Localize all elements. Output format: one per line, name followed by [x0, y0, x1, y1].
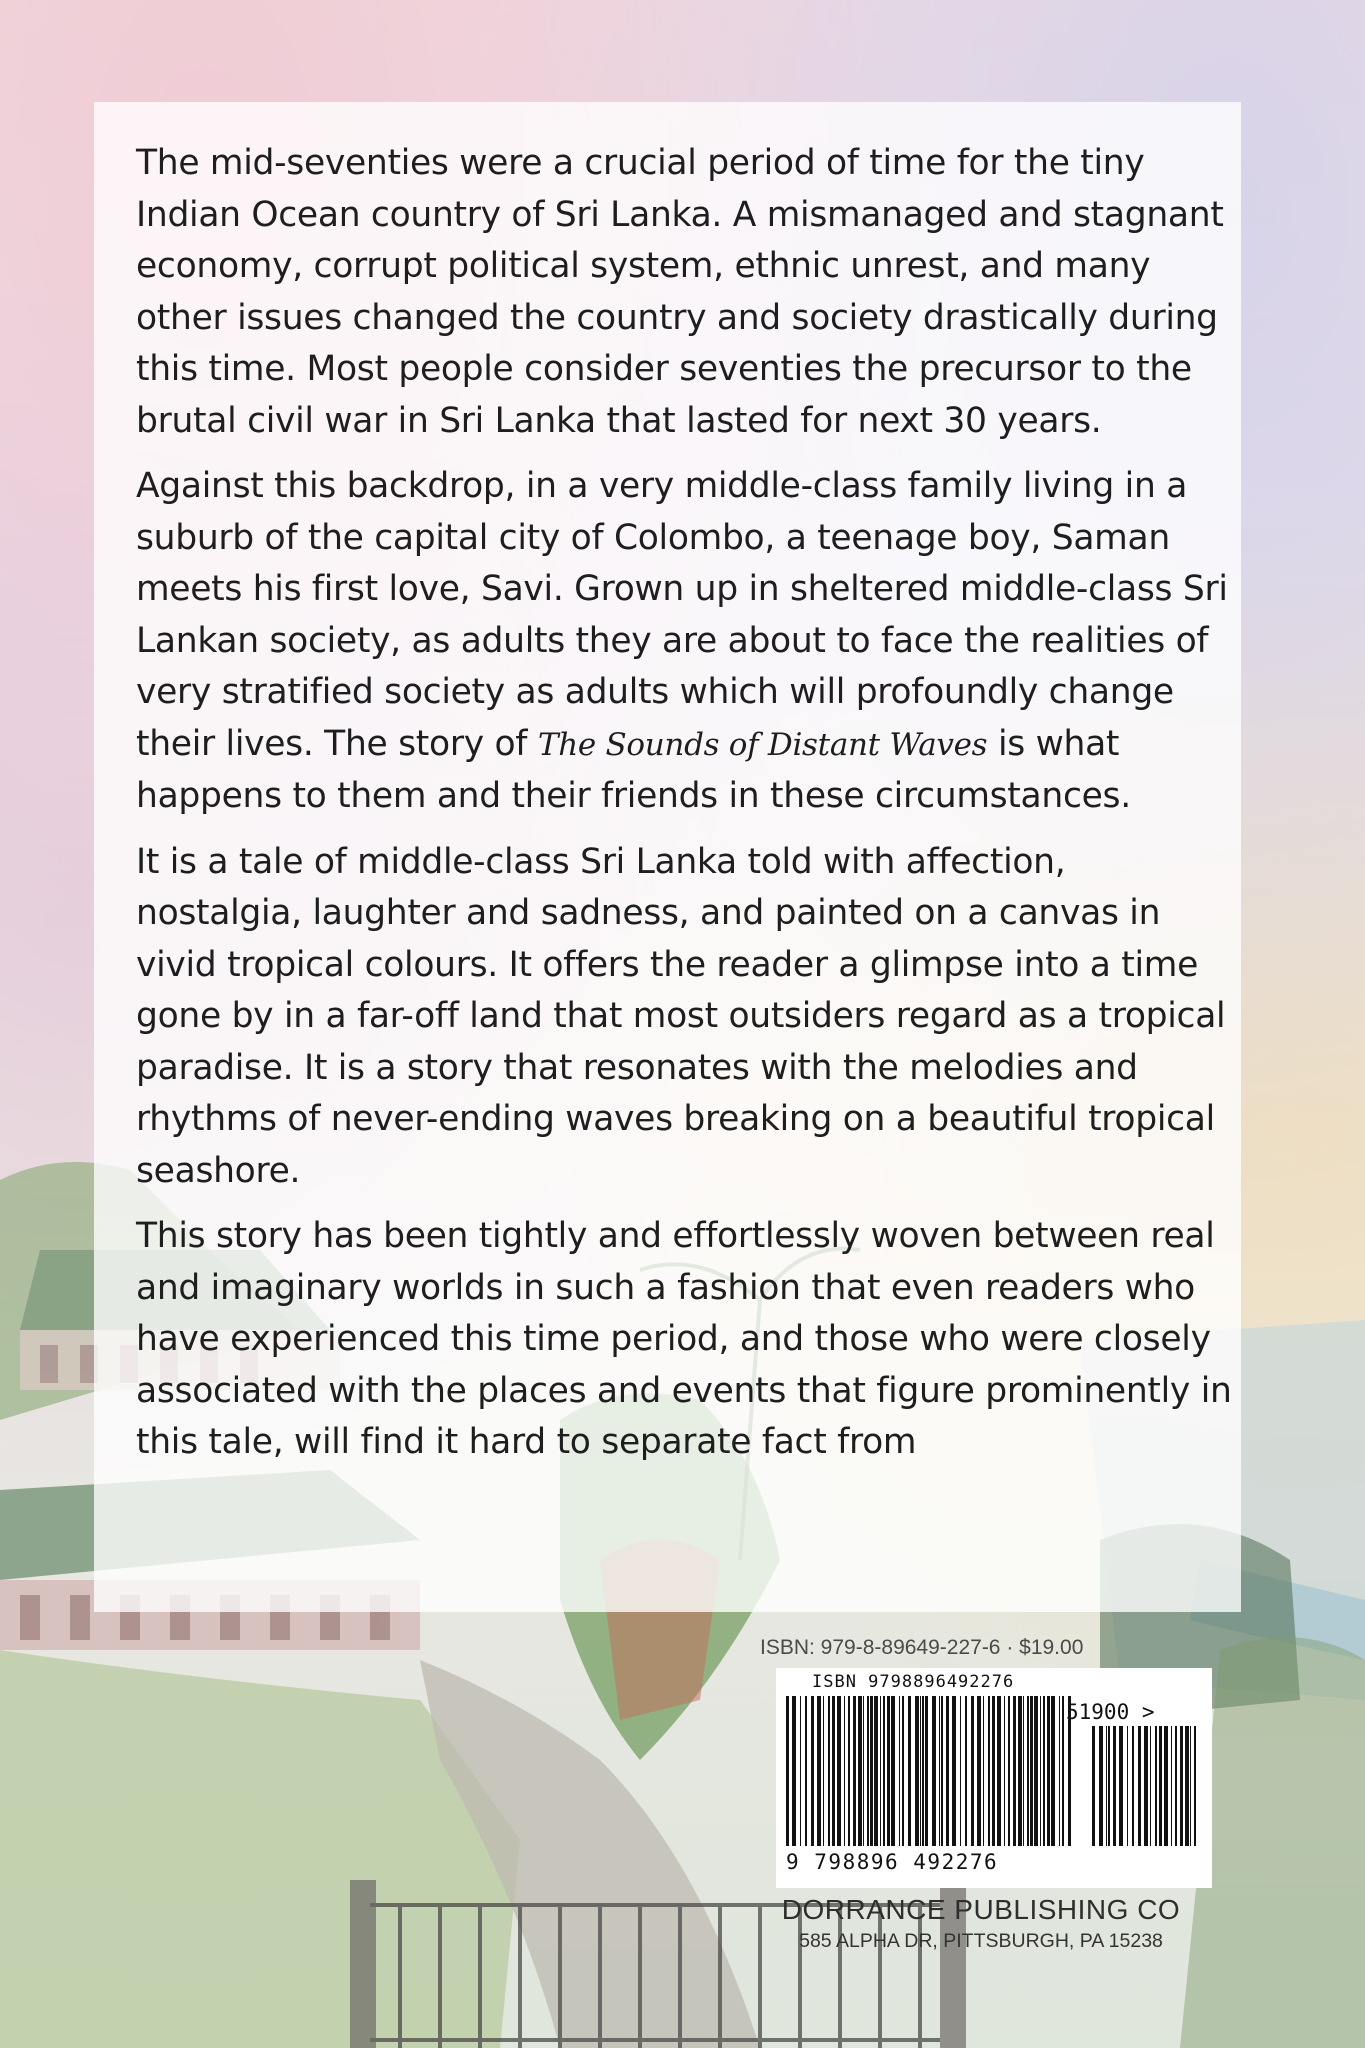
barcode-bar — [1150, 1726, 1151, 1846]
barcode-bar — [1175, 1726, 1177, 1846]
barcode-bar — [837, 1696, 841, 1846]
barcode-bar — [811, 1696, 814, 1846]
barcode-isbn-text: ISBN 9798896492276 — [812, 1672, 1015, 1692]
barcode-bar — [965, 1696, 967, 1846]
publisher-name: DORRANCE PUBLISHING CO — [781, 1894, 1181, 1925]
barcode-bar — [977, 1696, 981, 1846]
barcode-price-code: 51900 > — [1066, 1700, 1155, 1724]
blurb-paragraph-2 — [136, 461, 1236, 823]
barcode-bar — [1113, 1726, 1116, 1846]
barcode-bar — [1023, 1696, 1024, 1846]
barcode-bar — [1119, 1726, 1123, 1846]
barcode-bar — [997, 1696, 1001, 1846]
barcode-bar — [805, 1696, 807, 1846]
barcode-bar — [971, 1696, 974, 1846]
blurb-paragraph-2-lead: Against this backdrop, in a very middle-class family living in a suburb of the capital city of Colombo, a teenage boy, Saman meets his first love, Savi. Grown up in sheltered middle-class Sri Lankan society, as adults they are about to face the realities of very stratified society as adults which will profoundly change their lives. The story of — [136, 466, 1228, 764]
barcode-bar — [891, 1696, 895, 1846]
barcode-bar — [1159, 1726, 1162, 1846]
barcode-bar — [1062, 1696, 1064, 1846]
barcode-bar — [1099, 1726, 1103, 1846]
barcode-bar — [828, 1696, 830, 1846]
barcode-bar — [1108, 1726, 1110, 1846]
barcode-bar — [858, 1696, 862, 1846]
barcode-bar — [1051, 1696, 1055, 1846]
barcode-bar — [922, 1696, 924, 1846]
barcode-bar — [1127, 1726, 1128, 1846]
barcode-bar — [915, 1696, 919, 1846]
barcode-bar — [941, 1696, 943, 1846]
barcode-bar — [883, 1696, 885, 1846]
barcode-bar — [792, 1696, 796, 1846]
barcode-bar — [880, 1696, 881, 1846]
blurb-paragraph-2-tail: is what happens to them and their friends in these circumstances. — [136, 723, 1131, 816]
barcode-bar — [952, 1696, 956, 1846]
barcode-bar — [1106, 1726, 1107, 1846]
barcode-bar — [932, 1696, 936, 1846]
barcode-bar — [1043, 1696, 1045, 1846]
barcode-bar — [867, 1696, 869, 1846]
barcode-bar — [960, 1696, 961, 1846]
barcode-bar — [870, 1696, 873, 1846]
barcode-bar — [920, 1696, 921, 1846]
barcode-bar — [887, 1696, 890, 1846]
barcode-bar — [863, 1696, 864, 1846]
blurb-paragraph-4: This story has been tightly and effortlessly woven between real and imaginary worlds in such a fashion that even readers who have experienced this time period, and those who were closely associated with the places and events that figure prominently in this tale, will find it hard to separate fact from — [136, 1216, 1232, 1462]
barcode-bar — [1040, 1696, 1041, 1846]
blurb-paragraph-3: It is a tale of middle-class Sri Lanka told with affection, nostalgia, laughter and sadness, and painted on a canvas in vivid tropical colours. It offers the reader a glimpse into a time gone by in a far-off land that most outsiders regard as a tropical paradise. It is a story that resonates with the melodies and rhythms of never-ending waves breaking on a beautiful tropical seashore. — [136, 841, 1226, 1191]
barcode-bar — [1030, 1696, 1033, 1846]
barcode-bar — [946, 1696, 949, 1846]
barcode-bar — [1180, 1726, 1183, 1846]
barcode-bar — [899, 1696, 900, 1846]
barcode-bar — [939, 1696, 940, 1846]
isbn-price-line: ISBN: 979-8-89649-227-6 · $19.00 — [760, 1636, 1084, 1659]
barcode-bar — [1013, 1696, 1016, 1846]
barcode-bar — [1132, 1726, 1134, 1846]
barcode-bar — [1027, 1696, 1029, 1846]
publisher-address: 585 ALPHA DR, PITTSBURGH, PA 15238 — [799, 1930, 1163, 1952]
barcode-bar — [1092, 1726, 1095, 1846]
barcode-bar — [1155, 1726, 1157, 1846]
barcode-bar — [800, 1696, 801, 1846]
barcode-bar — [1185, 1726, 1189, 1846]
barcode-bar — [1004, 1696, 1005, 1846]
back-cover-blurb — [136, 138, 1236, 1483]
barcode-bar — [1144, 1726, 1148, 1846]
barcode-bar — [832, 1696, 835, 1846]
book-title: The Sounds of Distant Waves — [537, 726, 988, 763]
barcode-bar — [1194, 1726, 1196, 1846]
barcode-bar — [1008, 1696, 1010, 1846]
barcode-bar — [1190, 1726, 1191, 1846]
barcode-bar — [853, 1696, 856, 1846]
barcode-bar — [848, 1696, 850, 1846]
barcode-bar — [1018, 1696, 1022, 1846]
blurb-paragraph-1: The mid-seventies were a crucial period of time for the tiny Indian Ocean country of Sri Lanka. A mismanaged and stagnant economy, corrupt political system, ethnic unrest, and many other issues changed the country and society drastically during this time. Most people consider seventies the precursor to the brutal civil war in Sri Lanka that lasted for next 30 years. — [136, 143, 1224, 441]
barcode-bar — [1171, 1726, 1172, 1846]
barcode-bar — [817, 1696, 821, 1846]
barcode-bar — [823, 1696, 824, 1846]
barcode-bar — [1047, 1696, 1050, 1846]
barcode-bar — [988, 1696, 990, 1846]
barcode-bar — [902, 1696, 904, 1846]
barcode-digits: 9 798896 492276 — [786, 1850, 999, 1874]
barcode-bar — [925, 1696, 928, 1846]
barcode-bar — [983, 1696, 984, 1846]
barcode-bar — [992, 1696, 995, 1846]
barcode-bar — [908, 1696, 911, 1846]
barcode-bar — [786, 1696, 789, 1846]
barcode-bar — [1034, 1696, 1038, 1846]
barcode-bar — [1138, 1726, 1141, 1846]
barcode-bar — [1059, 1696, 1060, 1846]
barcode-bar — [874, 1696, 878, 1846]
barcode-bar — [1164, 1726, 1168, 1846]
barcode-bar — [844, 1696, 845, 1846]
